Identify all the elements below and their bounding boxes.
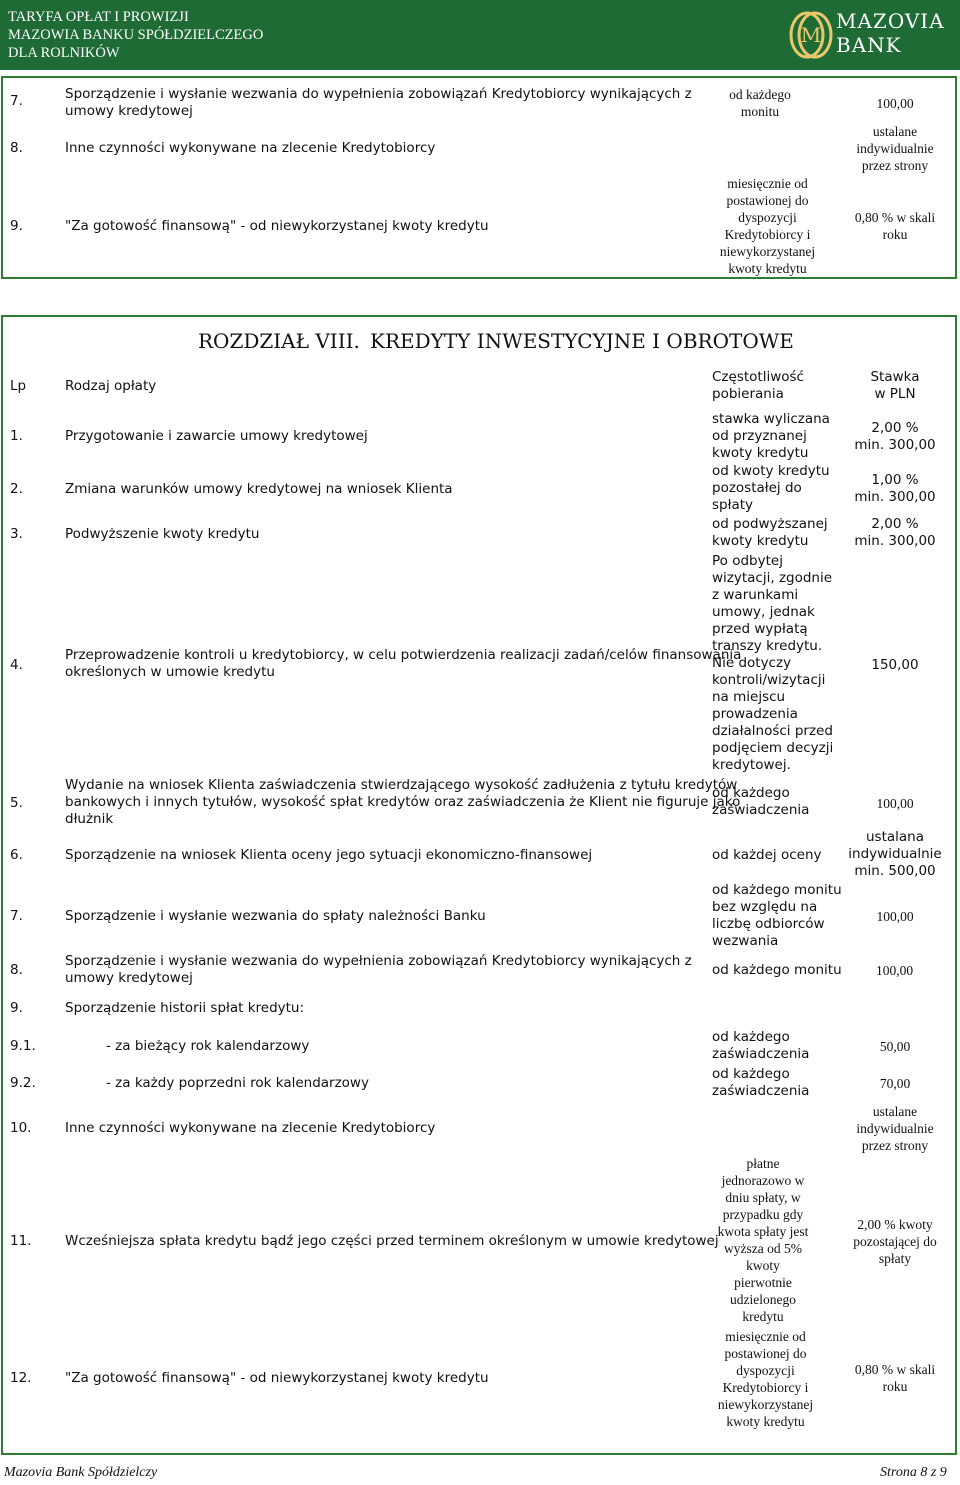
frequency-cell: miesięcznie od postawionej do dyspozycji Kredytobiorcy i niewykorzystanej kwoty kredytu [717, 1329, 814, 1429]
lp-cell: 5. [10, 795, 23, 811]
frequency-cell: od kwoty kredytu pozostałej do spłaty [712, 463, 830, 513]
lp-cell: 9. [10, 218, 23, 234]
fee-name: Sporządzenie historii spłat kredytu: [65, 1000, 305, 1016]
lp-cell: 3. [10, 526, 23, 542]
lp-cell: 8. [10, 962, 23, 978]
rate-cell: 0,80 % w skali roku [854, 210, 936, 242]
fee-name: Sporządzenie i wysłanie wezwania do wypełnienia zobowiązań Kredytobiorcy wynikających z [65, 86, 692, 102]
rate-cell: ustalane indywidualnie przez strony [856, 124, 934, 173]
rate-cell: 100,00 [876, 96, 914, 111]
rate-cell: 50,00 [879, 1039, 911, 1054]
rate-cell: ustalane indywidualnie przez strony [856, 1104, 934, 1153]
svg-text:M: M [800, 23, 822, 47]
logo-line-2: BANK [836, 33, 902, 57]
lp-cell: 7. [10, 908, 23, 924]
column-header-frequency: Częstotliwość pobierania [712, 369, 804, 402]
lp-cell: 4. [10, 657, 23, 673]
header-line-3: DLA ROLNIKÓW [8, 45, 120, 61]
rate-cell: 2,00 % min. 300,00 [854, 516, 936, 549]
fee-name: umowy kredytowej [65, 103, 193, 119]
fee-name: Wcześniejsza spłata kredytu bądź jego części przed terminem określonym w umowie kredytowej [65, 1233, 719, 1249]
fee-name: Sporządzenie i wysłanie wezwania do spłaty należności Banku [65, 908, 486, 924]
rate-cell: ustalana indywidualnie min. 500,00 [848, 829, 942, 879]
lp-cell: 9. [10, 1000, 23, 1016]
lp-cell: 10. [10, 1120, 32, 1136]
frequency-cell: od każdego zaświadczenia [712, 1029, 810, 1062]
rate-cell: 2,00 % kwoty pozostającej do spłaty [853, 1217, 937, 1266]
frequency-cell: od każdego monitu [712, 962, 842, 978]
footer-bank-name: Mazovia Bank Spółdzielczy [4, 1465, 158, 1480]
rate-cell: 100,00 [876, 963, 914, 978]
fee-name: "Za gotowość finansową" - od niewykorzystanej kwoty kredytu [65, 1370, 489, 1386]
frequency-cell: od każdego zaświadczenia [712, 785, 810, 818]
logo-emblem-icon [788, 9, 834, 61]
frequency-cell: płatne jednorazowo w dniu spłaty, w przypadku gdy kwota spłaty jest wyższa od 5% kwoty pierwotnie udzielonego kredytu [717, 1156, 809, 1324]
lp-cell: 2. [10, 481, 23, 497]
column-header-name: Rodzaj opłaty [65, 378, 157, 394]
rate-cell: 2,00 % min. 300,00 [854, 420, 936, 453]
fee-name: - za bieżący rok kalendarzowy [106, 1038, 310, 1054]
header-title [8, 8, 263, 62]
frequency-cell: od każdego monitu [729, 87, 791, 119]
fee-name: - za każdy poprzedni rok kalendarzowy [106, 1075, 369, 1091]
frequency-cell: od każdego monitu bez względu na liczbę odbiorców wezwania [712, 882, 842, 949]
fee-name: Podwyższenie kwoty kredytu [65, 526, 260, 542]
fee-name: Inne czynności wykonywane na zlecenie Kredytobiorcy [65, 1120, 436, 1136]
fee-name: Zmiana warunków umowy kredytowej na wniosek Klienta [65, 481, 453, 497]
rate-cell: 150,00 [871, 657, 919, 673]
rate-cell: 1,00 % min. 300,00 [854, 472, 936, 505]
lp-cell: 8. [10, 140, 23, 156]
rate-cell: 100,00 [876, 796, 914, 811]
lp-cell: 12. [10, 1370, 32, 1386]
mazovia-bank-logo [788, 6, 948, 64]
fee-name: Sporządzenie na wniosek Klienta oceny jego sytuacji ekonomiczno-finansowej [65, 847, 593, 863]
frequency-cell: stawka wyliczana od przyznanej kwoty kredytu [712, 411, 830, 461]
frequency-cell: Po odbytej wizytacji, zgodnie z warunkami umowy, jednak przed wypłatą transzy kredytu. Nie dotyczy kontroli/wizytacji na miejscu prowadzenia działalności przed podjęciem decyzji kredytowej. [712, 553, 834, 773]
frequency-cell: miesięcznie od postawionej do dyspozycji Kredytobiorcy i niewykorzystanej kwoty kredytu [719, 176, 816, 276]
page-header [0, 0, 960, 70]
lp-cell: 1. [10, 428, 23, 444]
section-number: ROZDZIAŁ VIII. [198, 329, 360, 353]
footer-page-number: Strona 8 z 9 [880, 1465, 947, 1480]
column-header-lp: Lp [10, 378, 27, 394]
rate-cell: 0,80 % w skali roku [854, 1362, 936, 1394]
header-line-1: TARYFA OPŁAT I PROWIZJI [8, 9, 189, 25]
fee-name: "Za gotowość finansową" - od niewykorzystanej kwoty kredytu [65, 218, 489, 234]
rate-cell: 70,00 [879, 1076, 911, 1091]
header-line-2: MAZOWIA BANKU SPÓŁDZIELCZEGO [8, 27, 264, 43]
column-header-rate: Stawka w PLN [870, 369, 920, 402]
fee-name: Przygotowanie i zawarcie umowy kredytowej [65, 428, 368, 444]
frequency-cell: od każdego zaświadczenia [712, 1066, 810, 1099]
lp-cell: 9.2. [10, 1075, 36, 1091]
fee-name: Sporządzenie i wysłanie wezwania do wypełnienia zobowiązań Kredytobiorcy wynikających z umowy kredytowej [65, 953, 692, 986]
lp-cell: 7. [10, 93, 23, 109]
fee-name: Inne czynności wykonywane na zlecenie Kredytobiorcy [65, 140, 436, 156]
fee-name: Wydanie na wniosek Klienta zaświadczenia stwierdzającego wysokość zadłużenia z tytułu kredytów bankowych i innych tytułów, wysokość spłat kredytów oraz zaświadczenia że Klient nie figuruje jako dłużnik [65, 777, 741, 827]
frequency-cell: od podwyższanej kwoty kredytu [712, 516, 828, 549]
logo-line-1: MAZOVIA [836, 9, 945, 33]
section-title: KREDYTY INWESTYCYJNE I OBROTOWE [370, 329, 794, 353]
rate-cell: 100,00 [876, 909, 914, 924]
lp-cell: 9.1. [10, 1038, 36, 1054]
frequency-cell: od każdej oceny [712, 847, 822, 863]
lp-cell: 6. [10, 847, 23, 863]
lp-cell: 11. [10, 1233, 32, 1249]
fee-name: Przeprowadzenie kontroli u kredytobiorcy, w celu potwierdzenia realizacji zadań/celów finansowania określonych w umowie kredytu [65, 647, 742, 680]
